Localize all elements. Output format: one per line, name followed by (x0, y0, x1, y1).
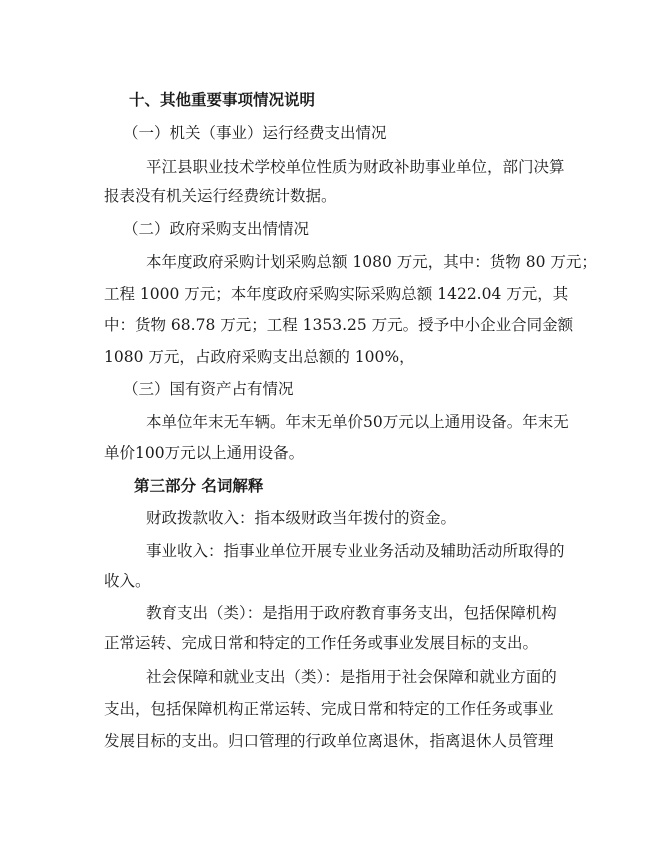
definition-line: 正常运转、完成日常和特定的工作任务或事业发展目标的支出。 (104, 634, 539, 652)
item1-line-1: 平江县职业技术学校单位性质为财政补助事业单位，部门决算 (146, 158, 565, 176)
item3-line-2: 单价100万元以上通用设备。 (104, 444, 305, 462)
definition-line: 支出，包括保障机构正常运转、完成日常和特定的工作任务或事业 (104, 700, 554, 718)
item1-line-2: 报表没有机关运行经费统计数据。 (104, 187, 337, 205)
part3-title: 第三部分 名词解释 (134, 477, 264, 495)
item2-heading: （二）政府采购支出情情况 (123, 220, 310, 238)
item1-heading: （一）机关（事业）运行经费支出情况 (123, 124, 387, 142)
definition-line: 收入。 (104, 572, 151, 590)
item2-line-1: 本年度政府采购计划采购总额 1080 万元，其中：货物 80 万元； (146, 253, 597, 271)
item2-line-3: 中：货物 68.78 万元；工程 1353.25 万元。授予中小企业合同金额 (104, 316, 574, 334)
definition-line: 社会保障和就业支出（类）：是指用于社会保障和就业方面的 (146, 668, 557, 686)
definition-line: 发展目标的支出。归口管理的行政单位离退休，指离退休人员管理 (104, 732, 554, 750)
definition-line: 教育支出（类）：是指用于政府教育事务支出，包括保障机构 (146, 604, 557, 622)
definition-line: 财政拨款收入：指本级财政当年拨付的资金。 (146, 509, 457, 527)
item3-line-1: 本单位年末无车辆。年末无单价50万元以上通用设备。年末无 (146, 413, 569, 431)
item3-heading: （三）国有资产占有情况 (123, 380, 294, 398)
definition-line: 事业收入：指事业单位开展专业业务活动及辅助活动所取得的 (146, 542, 565, 560)
item2-line-2: 工程 1000 万元；本年度政府采购实际采购总额 1422.04 万元，其 (104, 285, 569, 303)
item2-line-4: 1080 万元，占政府采购支出总额的 100%， (104, 348, 415, 366)
section-ten-title: 十、其他重要事项情况说明 (129, 91, 316, 109)
